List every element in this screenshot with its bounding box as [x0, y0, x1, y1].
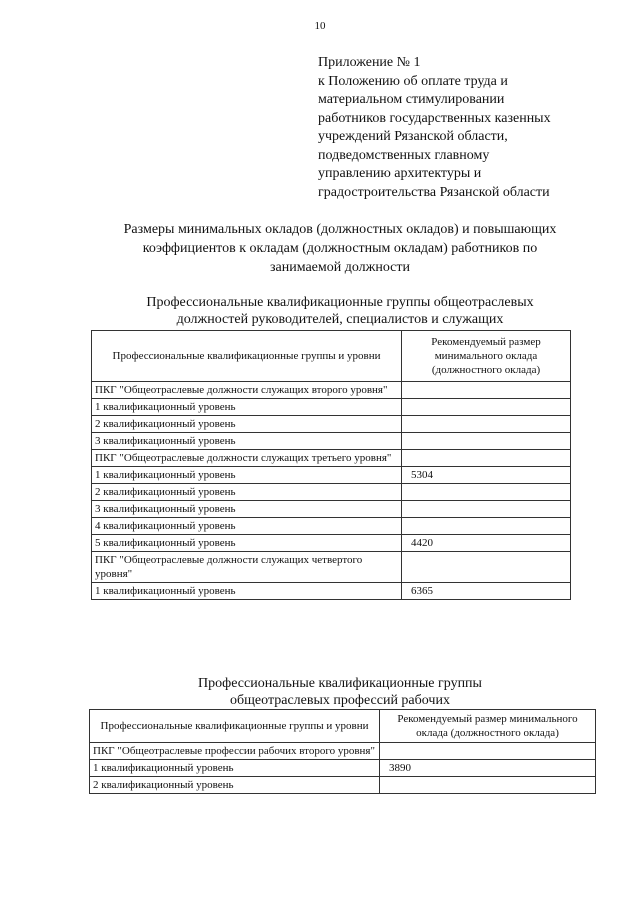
section2-heading [80, 675, 600, 709]
row-value [402, 399, 571, 416]
row-label: 2 квалификационный уровень [92, 484, 402, 501]
appendix-line: градостроительства Рязанской области [318, 184, 550, 200]
heading-line: общеотраслевых профессий рабочих [230, 693, 450, 708]
table-row [90, 743, 596, 760]
section1-heading [80, 294, 600, 328]
row-label: 1 квалификационный уровень [92, 583, 402, 600]
table-row [92, 467, 571, 484]
table-row [92, 450, 571, 467]
title-line: коэффициентов к окладам (должностным окладам) работников по [142, 241, 538, 256]
column-header: Рекомендуемый размер минимального оклада (должностного оклада) [380, 710, 596, 743]
column-header: Профессиональные квалификационные группы и уровни [92, 331, 402, 382]
row-label: 3 квалификационный уровень [92, 501, 402, 518]
appendix-line: работников государственных казенных [318, 110, 551, 126]
document-title [80, 220, 600, 277]
salary-table-1 [91, 330, 571, 600]
row-value [402, 484, 571, 501]
row-label: 2 квалификационный уровень [90, 777, 380, 794]
appendix-line: к Положению об оплате труда и [318, 73, 508, 89]
row-label: 4 квалификационный уровень [92, 518, 402, 535]
row-value: 6365 [402, 583, 571, 600]
row-value [380, 777, 596, 794]
heading-line: должностей руководителей, специалистов и служащих [176, 312, 504, 327]
row-label: 1 квалификационный уровень [92, 467, 402, 484]
row-label: 2 квалификационный уровень [92, 416, 402, 433]
row-label: ПКГ "Общеотраслевые должности служащих второго уровня" [92, 382, 402, 399]
table-row [90, 760, 596, 777]
row-label: 3 квалификационный уровень [92, 433, 402, 450]
table-row [92, 552, 571, 583]
row-label: ПКГ "Общеотраслевые должности служащих четвертого уровня" [92, 552, 402, 583]
row-value: 3890 [380, 760, 596, 777]
table-row [92, 583, 571, 600]
table-row [92, 416, 571, 433]
row-value [402, 450, 571, 467]
table-row [92, 399, 571, 416]
heading-line: Профессиональные квалификационные группы [198, 676, 482, 691]
appendix-line: материальном стимулировании [318, 92, 505, 107]
title-line: занимаемой должности [269, 260, 411, 275]
row-label: 5 квалификационный уровень [92, 535, 402, 552]
row-value [402, 552, 571, 583]
row-value [402, 416, 571, 433]
table-row [92, 535, 571, 552]
table-row [92, 433, 571, 450]
column-header: Профессиональные квалификационные группы и уровни [90, 710, 380, 743]
row-value [402, 382, 571, 399]
row-value [402, 518, 571, 535]
table-row [92, 484, 571, 501]
title-line: Размеры минимальных окладов (должностных окладов) и повышающих [123, 222, 557, 237]
table-row [90, 777, 596, 794]
appendix-line: управлению архитектуры и [318, 166, 482, 181]
table-row [92, 501, 571, 518]
row-label: ПКГ "Общеотраслевые профессии рабочих второго уровня" [90, 743, 380, 760]
row-value: 4420 [402, 535, 571, 552]
page-number: 10 [314, 20, 326, 32]
salary-table-2 [89, 709, 596, 794]
appendix-line: Приложение № 1 [318, 55, 421, 70]
row-label: 1 квалификационный уровень [92, 399, 402, 416]
row-value [402, 433, 571, 450]
table-row [92, 518, 571, 535]
row-value [380, 743, 596, 760]
appendix-header [318, 54, 618, 202]
row-label: ПКГ "Общеотраслевые должности служащих третьего уровня" [92, 450, 402, 467]
column-header: Рекомендуемый размер минимального оклада (должностного оклада) [402, 331, 571, 382]
heading-line: Профессиональные квалификационные группы общеотраслевых [146, 295, 534, 310]
row-value [402, 501, 571, 518]
appendix-line: учреждений Рязанской области, [318, 129, 508, 144]
appendix-line: подведомственных главному [318, 147, 490, 163]
table-row [92, 382, 571, 399]
row-label: 1 квалификационный уровень [90, 760, 380, 777]
row-value: 5304 [402, 467, 571, 484]
